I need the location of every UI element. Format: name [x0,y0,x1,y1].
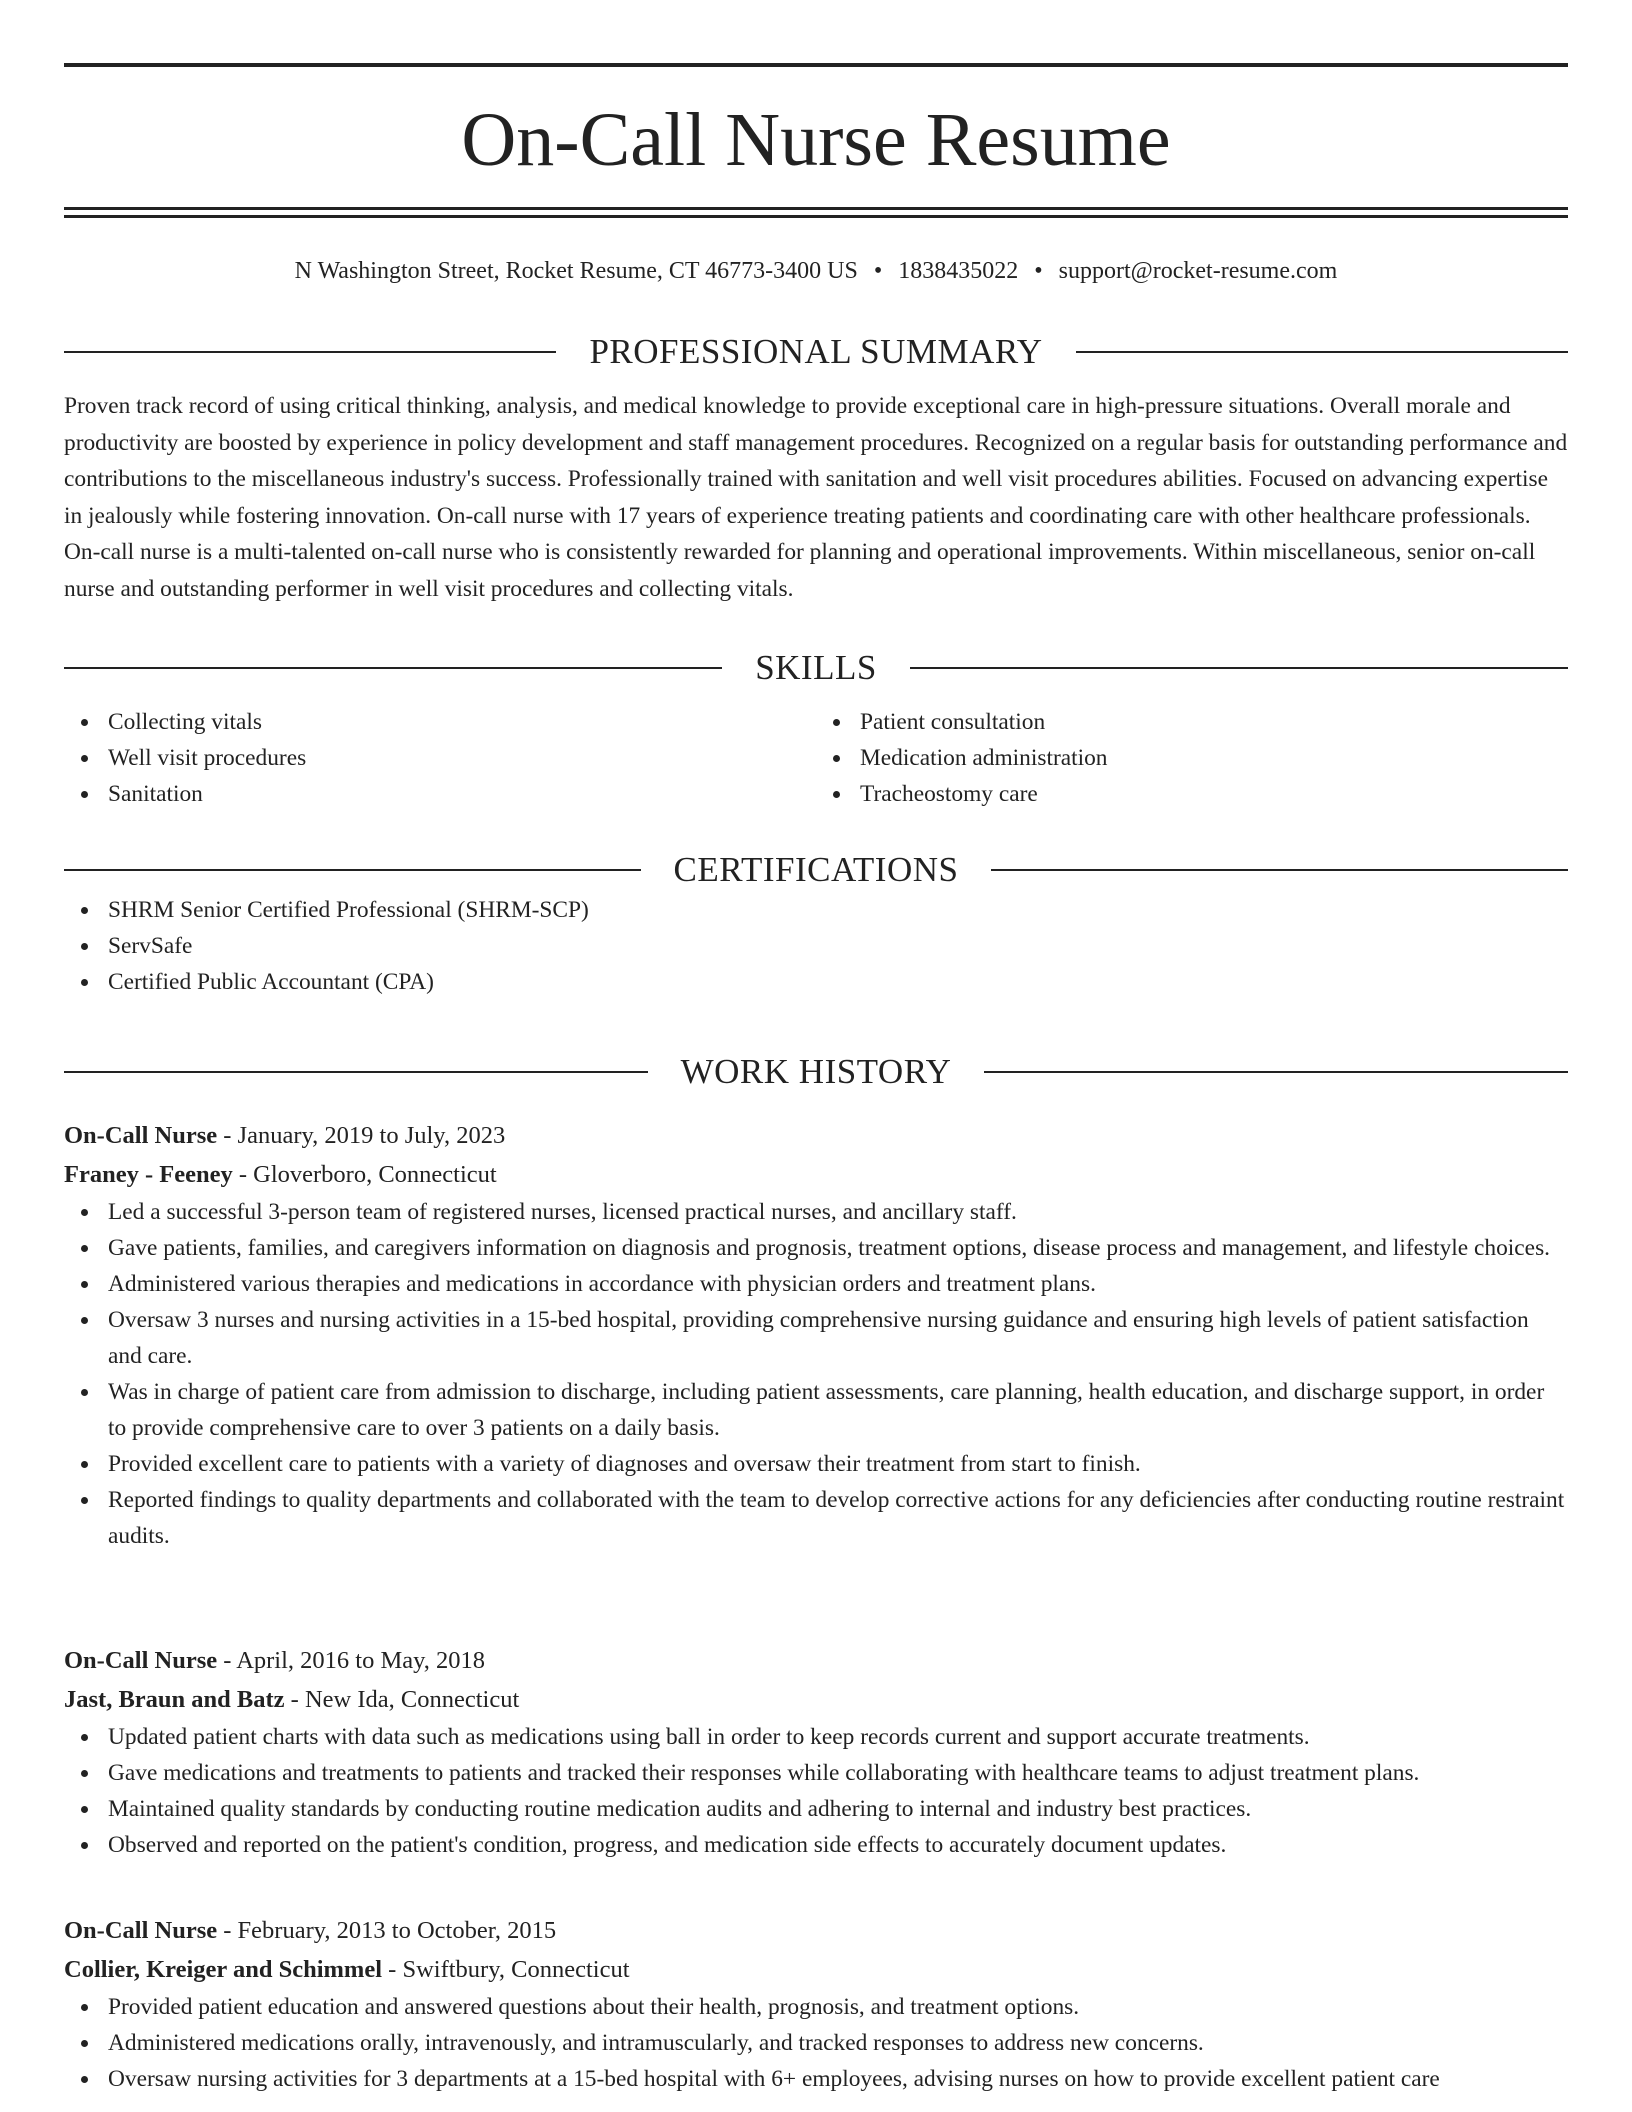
summary-heading [64,330,1568,374]
job-duties-list [64,1194,1568,1554]
heading-rule-right [910,667,1568,669]
job-duty: Was in charge of patient care from admission to discharge, including patient assessments, care planning, health education, and discharge support, in order to provide comprehensive care to over 3 patients on a daily basis. [108,1374,1568,1446]
skills-heading [64,646,1568,690]
job-company-line: Franey - Feeney - Gloverboro, Connecticut [64,1161,497,1188]
job-company: Jast, Braun and Batz [64,1686,285,1713]
job-duty: Provided patient education and answered questions about their health, prognosis, and treatment options. [108,1989,1568,2025]
work-history-section [64,1050,1568,1094]
skill-item: Medication administration [860,740,1568,776]
skills-list-left [64,704,816,812]
job-duty: Gave medications and treatments to patients and tracked their responses while collaborating with healthcare teams to adjust treatment plans. [108,1755,1568,1791]
job-dates: January, 2019 to July, 2023 [237,1122,506,1149]
job-duty: Led a successful 3-person team of registered nurses, licensed practical nurses, and ancillary staff. [108,1194,1568,1230]
skill-item: Well visit procedures [108,740,816,776]
certifications-list [64,892,1568,1000]
summary-text: Proven track record of using critical thinking, analysis, and medical knowledge to provide exceptional care in high-pressure situations. Overall morale and productivity are boosted by experience in policy development and staff management procedures. Recognized on a regular basis for outstanding performance and contributions to the miscellaneous industry's success. Professionally trained with sanitation and well visit procedures abilities. Focused on advancing expertise in jealously while fostering innovation. On-call nurse with 17 years of experience treating patients and coordinating care with other healthcare professionals. On-call nurse is a multi-talented on-call nurse who is consistently rewarded for planning and operational improvements. Within miscellaneous, senior on-call nurse and outstanding performer in well visit procedures and collecting vitals. [64,393,1568,602]
section-title: SKILLS [755,648,877,687]
certifications-section [64,848,1568,1000]
job-duty: Provided excellent care to patients with a variety of diagnoses and oversaw their treatment from start to finish. [108,1446,1568,1482]
skill-item: Tracheostomy care [860,776,1568,812]
skills-columns [64,704,1568,812]
job-location: Gloverboro, Connecticut [253,1161,497,1188]
job-title: On-Call Nurse [64,1917,218,1944]
contact-line [64,254,1568,288]
contact-separator: • [873,258,883,284]
job-company-line: Jast, Braun and Batz - New Ida, Connecticut [64,1686,520,1713]
contact-address: N Washington Street, Rocket Resume, CT 46773-3400 US [294,258,858,284]
job-location: Swiftbury, Connecticut [402,1956,630,1983]
heading-rule-right [984,1071,1568,1073]
job-duty: Administered various therapies and medications in accordance with physician orders and treatment plans. [108,1266,1568,1302]
job-duty: Maintained quality standards by conducting routine medication audits and adhering to internal and industry best practices. [108,1791,1568,1827]
job-entry [64,1116,1568,1554]
job-duty: Reported findings to quality departments and collaborated with the team to develop corrective actions for any deficiencies after conducting routine restraint audits. [108,1482,1568,1554]
skills-section [64,646,1568,812]
certification-item: Certified Public Accountant (CPA) [108,964,1568,1000]
heading-rule-right [991,869,1568,871]
job-duty: Oversaw nursing activities for 3 departments at a 15-bed hospital with 6+ employees, advising nurses on how to provide excellent patient care [108,2061,1568,2097]
job-company: Collier, Kreiger and Schimmel [64,1956,383,1983]
job-duty: Oversaw 3 nurses and nursing activities in a 15-bed hospital, providing comprehensive nursing guidance and ensuring high levels of patient satisfaction and care. [108,1302,1568,1374]
heading-rule-left [64,667,722,669]
contact-email: support@rocket-resume.com [1058,258,1338,284]
top-rule [64,63,1568,67]
job-dates: April, 2016 to May, 2018 [236,1647,486,1674]
job-company-line: Collier, Kreiger and Schimmel - Swiftbury, Connecticut [64,1956,630,1983]
summary-section [64,330,1568,607]
job-entry [64,1641,1568,1863]
job-entry [64,1911,1568,2097]
job-title-line: On-Call Nurse - January, 2019 to July, 2023 [64,1122,506,1149]
skill-item: Collecting vitals [108,704,816,740]
section-title: WORK HISTORY [680,1052,952,1091]
title-rule-upper [64,207,1568,210]
section-title: PROFESSIONAL SUMMARY [589,332,1043,371]
section-title: CERTIFICATIONS [673,850,959,889]
job-location: New Ida, Connecticut [304,1686,520,1713]
job-dates: February, 2013 to October, 2015 [237,1917,557,1944]
heading-rule-left [64,1071,648,1073]
job-duties-list [64,1989,1568,2097]
job-duties-list [64,1719,1568,1863]
skill-item: Sanitation [108,776,816,812]
certification-item: SHRM Senior Certified Professional (SHRM-SCP) [108,892,1568,928]
job-title-line: On-Call Nurse - April, 2016 to May, 2018 [64,1647,486,1674]
heading-rule-left [64,869,641,871]
certification-item: ServSafe [108,928,1568,964]
job-duty: Updated patient charts with data such as medications using ball in order to keep records current and support accurate treatments. [108,1719,1568,1755]
skill-item: Patient consultation [860,704,1568,740]
job-title: On-Call Nurse [64,1647,218,1674]
work-history-heading [64,1050,1568,1094]
job-duty: Gave patients, families, and caregivers information on diagnosis and prognosis, treatment options, disease process and management, and lifestyle choices. [108,1230,1568,1266]
job-title: On-Call Nurse [64,1122,218,1149]
title-rule-lower [64,215,1568,218]
job-company: Franey - Feeney [64,1161,233,1188]
skills-list-right [816,704,1568,812]
heading-rule-right [1076,351,1568,353]
heading-rule-left [64,351,556,353]
contact-separator: • [1034,258,1043,284]
contact-phone: 1838435022 [898,258,1019,284]
job-title-line: On-Call Nurse - February, 2013 to October, 2015 [64,1917,557,1944]
resume-title: On-Call Nurse Resume [461,98,1171,182]
certifications-heading [64,848,1568,892]
job-duty: Administered medications orally, intravenously, and intramuscularly, and tracked responses to address new concerns. [108,2025,1568,2061]
job-duty: Observed and reported on the patient's condition, progress, and medication side effects to accurately document updates. [108,1827,1568,1863]
